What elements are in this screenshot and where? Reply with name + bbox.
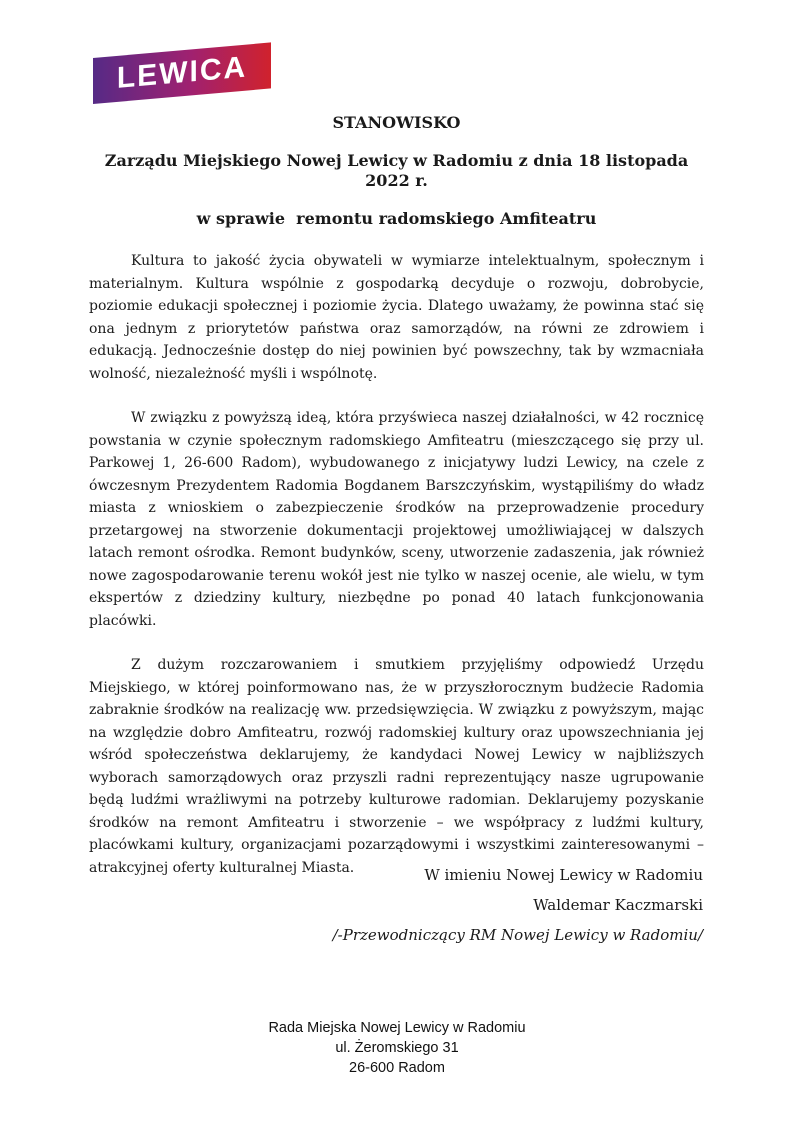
signature-name: Waldemar Kaczmarski [533,896,703,914]
document-heading [89,113,704,247]
body-paragraph-2: W związku z powyższą ideą, która przyświeca naszej działalności, w 42 rocznicę powstania w czynie społecznym radomskiego Amfiteatru (mieszczącego się przy ul. Parkowej 1, 26-600 Radom), wybudowanego z inicjatywy ludzi Lewicy, na czele z ówczesnym Prezydentem Radomia Bogdanem Barszczyńskim, wystąpiliśmy do władz miasta z wnioskiem o zabezpieczenie środków na przeprowadzenie procedury przetargowej na stworzenie dokumentacji projektowej umożliwiającej w dalszych latach remont ośrodka. Remont budynków, sceny, utworzenie zadaszenia, jak również nowe zagospodarowanie terenu wokół jest nie tylko w naszej ocenie, ale wielu, w tym ekspertów z dziedziny kultury, niezbędne po ponad 40 latach funkcjonowania placówki. [89,410,704,629]
lewica-logo [93,42,271,104]
footer-organization: Rada Miejska Nowej Lewicy w Radomiu [268,1020,526,1036]
body-paragraph-3: Z dużym rozczarowaniem i smutkiem przyjęliśmy odpowiedź Urzędu Miejskiego, w której poinformowano nas, że w przyszłorocznym budżecie Radomia zabraknie środków na realizację ww. przedsięwzięcia. W związku z powyższym, mając na względzie dobro Amfiteatru, rozwój radomskiej kultury oraz upowszechniania jej wśród społeczeństwa deklarujemy, że kandydaci Nowej Lewicy w najbliższych wyborach samorządowych oraz przyszli radni reprezentujący nasze ugrupowanie będą ludźmi wrażliwymi na potrzeby kulturowe radomian. Deklarujemy pozyskanie środków na remont Amfiteatru i stworzenie – we współpracy z ludźmi kultury, placówkami kultury, organizacjami pozarządowymi i wszystkimi zainteresowanymi – atrakcyjnej oferty kulturalnej Miasta. [89,657,704,876]
heading-subject: w sprawie remontu radomskiego Amfiteatru [196,209,597,228]
document-body [89,250,704,901]
signature-block [89,860,703,950]
lewica-logo-text: LEWICA [116,50,248,95]
signature-role: /-Przewodniczący RM Nowej Lewicy w Radomiu/ [332,926,703,944]
body-paragraph-1: Kultura to jakość życia obywateli w wymiarze intelektualnym, społecznym i materialnym. Kultura wspólnie z gospodarką decyduje o rozwoju, dobrobycie, poziomie edukacji społecznej i poziomie życia. Dlatego uważamy, że powinna stać się ona jednym z priorytetów państwa oraz samorządów, na równi ze zdrowiem i edukacją. Jednocześnie dostęp do niej powinien być powszechny, tak by wzmacniała wolność, niezależność myśli i wspólnotę. [89,253,704,382]
heading-title: STANOWISKO [332,113,461,132]
footer-address [0,1018,794,1078]
footer-postal-city: 26-600 Radom [349,1060,445,1076]
heading-issuer-date: Zarządu Miejskiego Nowej Lewicy w Radomiu z dnia 18 listopada 2022 r. [104,151,694,190]
footer-street: ul. Żeromskiego 31 [335,1040,459,1056]
signature-on-behalf: W imieniu Nowej Lewicy w Radomiu [424,866,703,884]
